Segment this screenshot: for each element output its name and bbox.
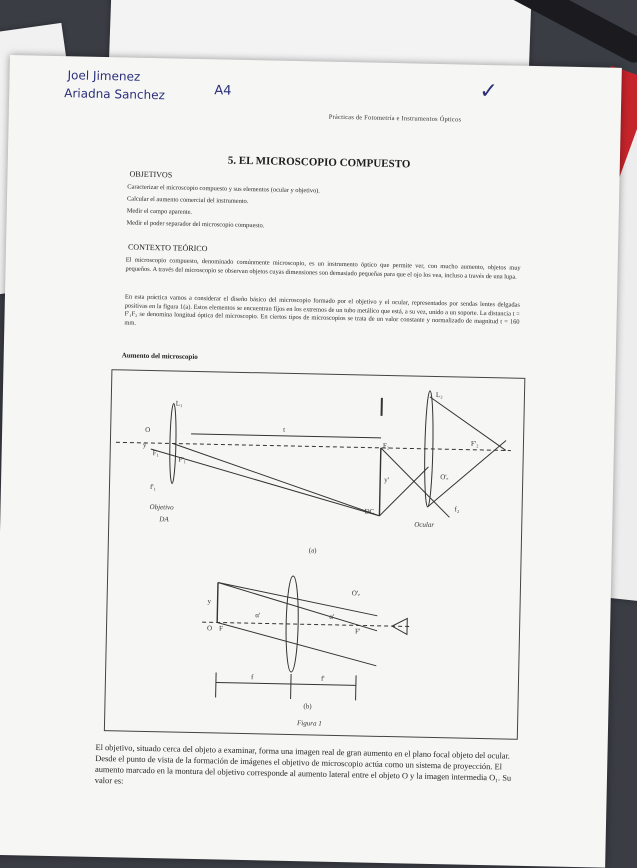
ray-b3 [216,622,377,665]
label-f2p: F'₂ [471,440,479,448]
ray-2 [171,443,380,515]
label-da: DA [159,515,169,523]
ray-b2 [217,582,378,615]
lens-l2 [424,391,434,507]
objective-item: Medir el poder separador del microscopio compuesto. [126,219,521,236]
label-f1: F₁ [153,449,160,457]
label-y: y [143,441,147,449]
label-o1: O'ₑ [440,473,448,481]
document-page [0,55,622,868]
handwritten-name-1: Joel Jimenez [67,68,140,84]
label-b-fp: F' [355,627,360,635]
label-ocular: Ocular [414,521,434,529]
label-b-o: O [207,624,212,632]
ray-3 [379,466,428,517]
label-b-oe: O'ₑ [352,589,360,597]
label-l2: L₂ [436,391,443,399]
intermediate-image [379,448,380,516]
label-f1-dim: f'₁ [150,483,156,491]
optical-axis-a [116,442,511,450]
objective-item: Medir el campo aparente. [127,207,522,224]
objectives-heading: OBJETIVOS [129,170,172,180]
object-b [217,582,218,622]
optical-axis-b [202,622,412,626]
objective-item: Caracterizar el microscopio compuesto y sus elementos (ocular y objetivo). [127,183,522,200]
figure-box [104,369,525,740]
ray-6 [379,448,450,517]
context-paragraph-1: El microscopio compuesto, denominado comúnmente microscopio, es un instrumento óptico que permite ver, con mucho aumento, objetos muy pequeños. A través del microscopio se observan objetos cuyas dimensiones son demasiado pequeñas para que el ojo los vea, incluso a través de una lupa. [125,256,520,281]
ray-5 [429,397,507,451]
label-b-f: F [219,625,223,633]
dim-f-right [356,675,357,700]
label-f2: F₂ [383,442,390,450]
label-o: O [145,426,150,434]
objective-item: Calcular el aumento comercial del instrumento. [127,195,522,212]
label-b-alpha: α' [255,611,260,619]
label-f1p: F'₁ [178,456,186,464]
label-yp: y' [384,476,389,484]
caption-a: (a) [309,546,317,554]
figure-caption: Figura 1 [297,719,322,728]
handwritten-check: ✓ [479,79,498,104]
page-header: Prácticas de Fotometría e Instrumentos Ópticos [329,114,462,124]
label-b-alpha2: α' [329,613,334,621]
distance-t-arrow [191,434,381,438]
context-paragraph-2: En esta práctica vamos a considerar el diseño básico del microscopio formado por el objetivo y el ocular, representados por sendas lentes delgadas positivas en la figura 1(a). Estos elementos se encuentran fijos en los extremos de un tubo metálico que está, a su vez, unido a un soporte. La distancia t = F'₁F₂ se denomina longitud óptica del microscopio. En ciertos tipos de microscopios se trata de un valor constante y normalizado de magnitud t = 160 mm. [124,293,520,336]
dim-line [216,682,356,685]
label-l1: L₁ [176,400,183,408]
caption-b: (b) [303,702,311,710]
label-t: t [283,426,285,434]
label-b-fp-dim: f' [321,675,325,683]
dim-f-mid [291,674,292,699]
handwritten-name-2: Ariadna Sanchez [64,86,165,102]
label-f2-dim: f₂ [454,505,459,513]
section-subheading: Aumento del microscopio [122,351,198,361]
label-objective: Objetivo [149,503,173,512]
label-dc: DC [364,508,374,516]
handwritten-group: A4 [214,83,231,98]
footer-paragraph: El objetivo, situado cerca del objeto a examinar, forma una imagen real de gran aumento en el plano focal objeto del ocular. Desde el punto de vista de la formación de imágenes el objetivo de microscopio actúa como un sistema de proyección. El aumento marcado en la montura del objetivo corresponde al aumento lateral entre el objeto O y la imagen intermedia O₁. Su valor es: [95,742,526,795]
page-title: 5. EL MICROSCOPIO COMPUESTO [228,155,411,171]
context-heading: CONTEXTO TEÓRICO [128,243,208,254]
label-b-f-dim: f [251,673,254,681]
label-b-y: y [208,597,212,605]
dim-f-left [216,672,217,697]
